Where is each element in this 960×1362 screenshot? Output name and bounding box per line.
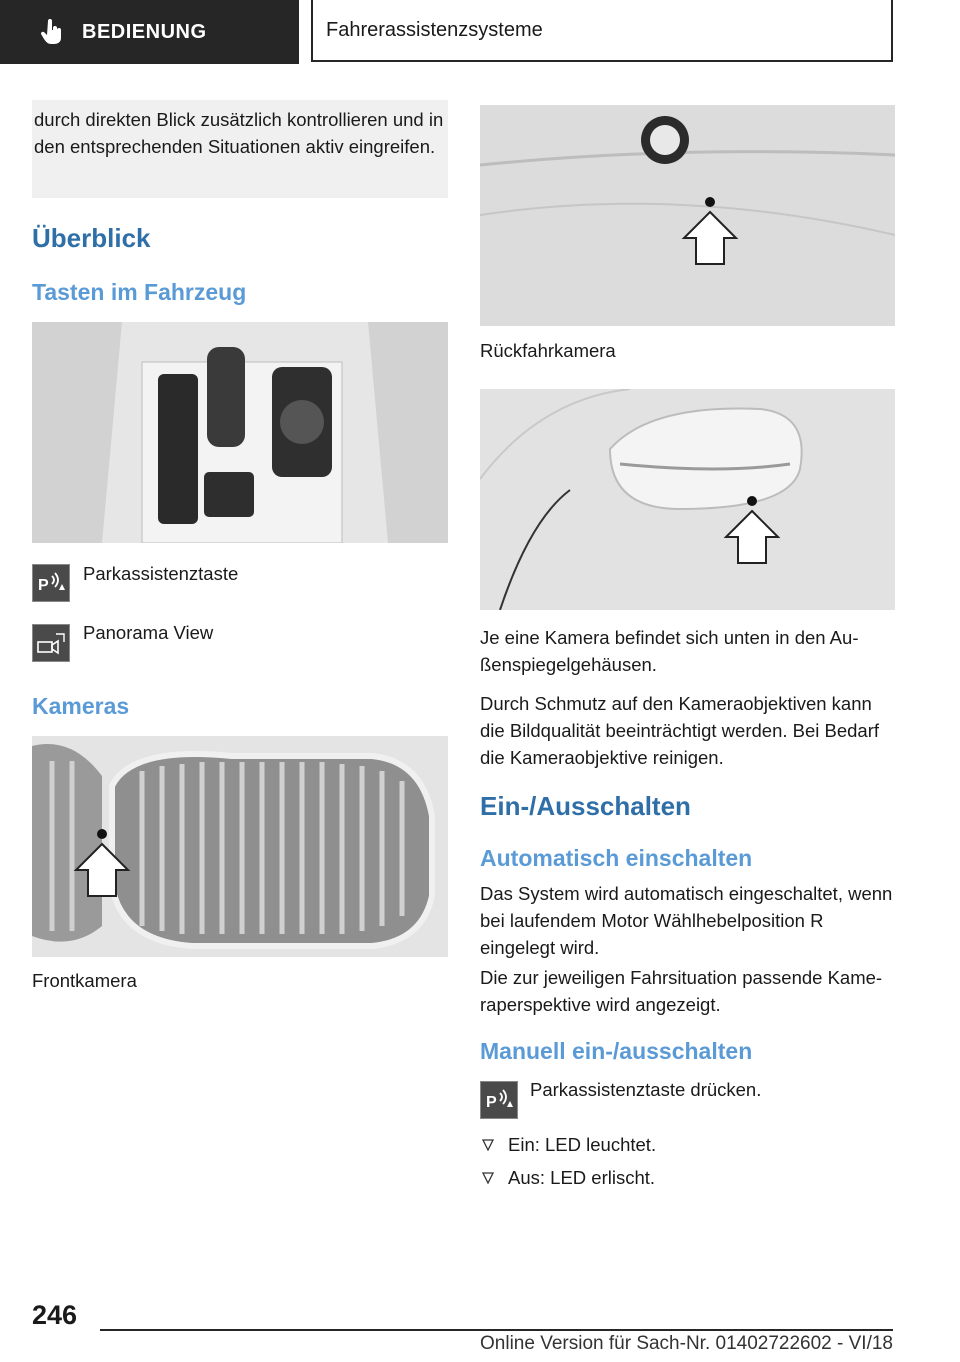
manual-action-text: Parkassistenztaste drücken. (530, 1079, 762, 1100)
para-dirt: Durch Schmutz auf den Kameraobjektiven kann die Bildqualität beeinträchtigt werden. Bei Bedarf die Kameraobjektive reinigen. (480, 693, 880, 768)
heading-manual: Manuell ein-/ausschalten (480, 1038, 753, 1064)
bullet-text: Ein: LED leuchtet. (508, 1134, 657, 1155)
panorama-view-label: Panorama View (83, 622, 214, 643)
heading-cameras: Kameras (32, 693, 130, 719)
park-assist-button-icon (32, 564, 70, 602)
svg-text:P: P (38, 577, 49, 594)
list-item (482, 1167, 655, 1189)
heading-overview: Überblick (32, 223, 151, 253)
footer-divider (100, 1329, 893, 1331)
park-assist-label: Parkassistenztaste (83, 563, 239, 584)
section-tab-label: BEDIENUNG (82, 20, 207, 43)
park-assist-icon (482, 1085, 516, 1115)
list-item (482, 1134, 656, 1156)
page-number: 246 (32, 1300, 78, 1330)
park-assist-icon (34, 568, 68, 598)
footer-online-version: Online Version für Sach-Nr. 01402722602 - VI/18 (480, 1333, 893, 1354)
chapter-title: Fahrerassistenzsysteme (311, 0, 893, 62)
para-side-cameras: Je eine Kamera befindet sich unten in den Außenspiegelgehäusen. (480, 627, 859, 675)
section-tab[interactable] (0, 0, 299, 64)
bullet-text: Aus: LED erlischt. (508, 1167, 656, 1188)
hand-pointer-icon (40, 19, 64, 45)
park-assist-button-icon-manual (480, 1081, 518, 1119)
rear-camera-photo (480, 105, 895, 326)
center-console-photo (32, 322, 448, 543)
side-mirror-camera-photo (480, 389, 895, 610)
panorama-button-icon (32, 624, 70, 662)
triangle-bullet-icon (482, 1139, 494, 1151)
svg-text:P: P (486, 1094, 497, 1111)
para-auto-2: Die zur jeweiligen Fahrsituation passende Kameraperspektive wird angezeigt. (480, 967, 883, 1015)
front-camera-photo (32, 736, 448, 957)
note-box: durch direkten Blick zusätzlich kontrollieren und in den entsprechenden Situationen aktiv eingreifen. (32, 100, 448, 198)
caption-front-camera: Frontkamera (32, 970, 137, 991)
heading-onoff: Ein-/Ausschalten (480, 791, 691, 821)
caption-rear-camera: Rückfahrkamera (480, 340, 616, 361)
triangle-bullet-icon (482, 1172, 494, 1184)
para-auto-1: Das System wird automatisch eingeschaltet, wenn bei laufendem Motor Wählhebelposition R eingelegt wird. (480, 883, 893, 958)
panorama-view-icon (34, 628, 68, 658)
heading-auto: Automatisch einschalten (480, 845, 753, 871)
heading-buttons: Tasten im Fahrzeug (32, 279, 247, 305)
